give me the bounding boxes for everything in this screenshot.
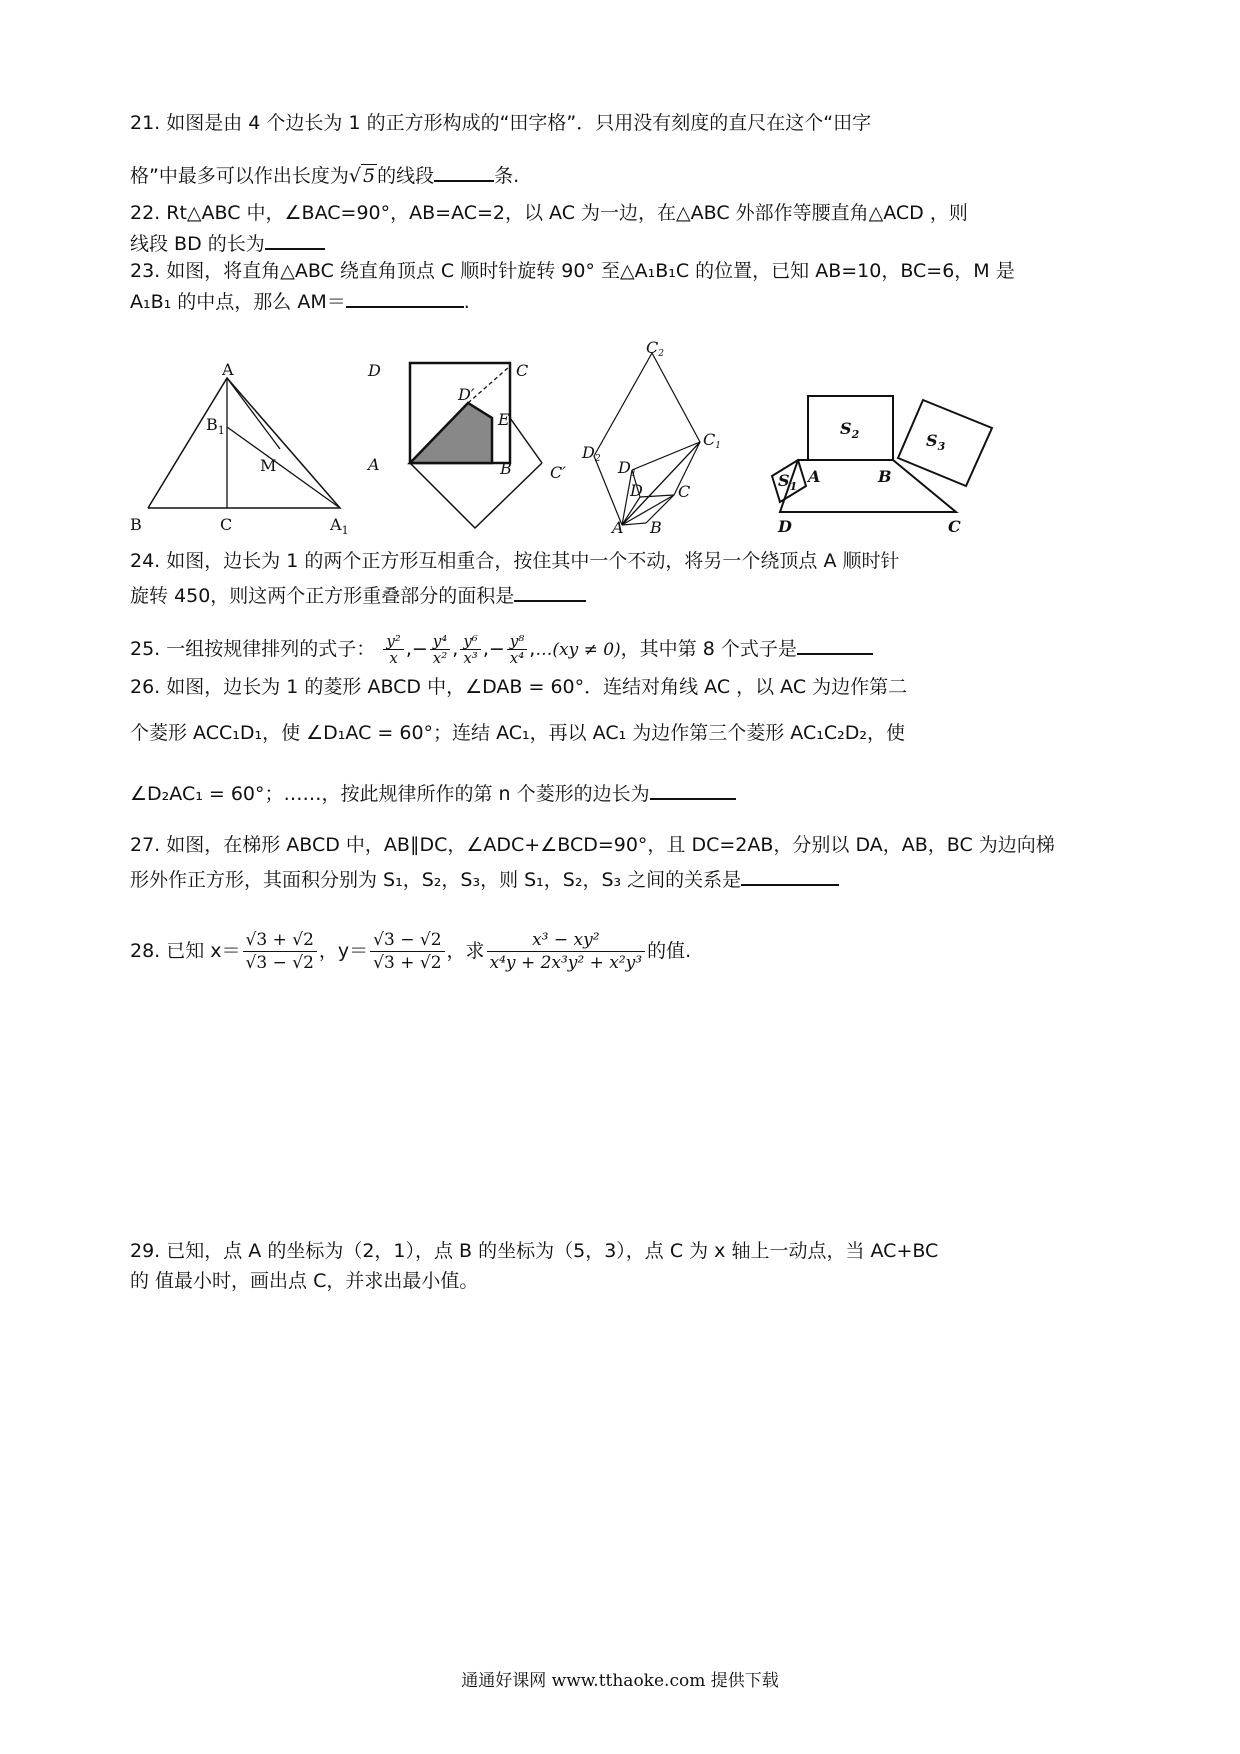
label-A: A	[808, 467, 821, 486]
question-21-line-1: 21. 如图是由 4 个边长为 1 的正方形构成的“田字格”．只用没有刻度的直尺在这个“田字	[130, 112, 872, 134]
series-term-denominator: x⁴	[509, 649, 525, 667]
label-C1: C1	[703, 430, 721, 451]
label-C2: C2	[646, 338, 664, 359]
series-separator: ,	[529, 638, 536, 660]
label-D-prime: D′	[458, 385, 475, 404]
q25-text-pre: 25. 一组按规律排列的式子：	[130, 638, 376, 660]
series-term-numerator: y⁴	[430, 633, 451, 650]
series-term-denominator: x³	[463, 649, 478, 667]
answer-blank-26[interactable]	[650, 776, 736, 800]
label-D: D	[630, 481, 643, 500]
answer-blank-22[interactable]	[265, 226, 325, 250]
question-29-line-2: 的 值最小时，画出点 C，并求出最小值。	[130, 1270, 479, 1292]
q23-text-end: .	[463, 291, 470, 313]
series-separator: ,	[405, 638, 412, 660]
label-B: B	[878, 467, 892, 486]
label-C: C	[678, 482, 691, 501]
series-term-numerator: y²	[383, 633, 404, 650]
label-S1: $S_1$	[778, 471, 798, 493]
q21-text-end: 条.	[494, 165, 520, 187]
label-B: B	[500, 459, 512, 478]
label-A: A	[222, 360, 234, 379]
fraction-x-denominator: √3 − √2	[245, 953, 314, 973]
sqrt-radicand: 5	[362, 165, 376, 187]
q25-series-tail: …(xy ≠ 0)	[535, 640, 621, 660]
question-23-line-2	[130, 284, 1010, 319]
question-27-line-2	[130, 862, 1010, 897]
q21-text-pre: 格”中最多可以作出长度为	[130, 165, 349, 187]
label-S3: $S_3$	[926, 431, 946, 453]
q28-text-pre: 28. 已知 x＝	[130, 940, 241, 962]
sqrt-five: √ 5	[348, 165, 376, 187]
question-27-line-1: 27. 如图，在梯形 ABCD 中，AB∥DC，∠ADC+∠BCD=90°，且 DC=2AB，分别以 DA，AB，BC 为边向梯	[130, 834, 1055, 856]
label-E: E	[498, 410, 510, 429]
q28-text-mid: ，y＝	[318, 940, 369, 962]
label-B: B	[650, 518, 662, 537]
label-S2: $S_2$	[840, 419, 860, 441]
fraction-expression-denominator: x⁴y + 2x³y² + x²y³	[489, 953, 643, 973]
label-B: B	[130, 515, 142, 534]
q23-text: A₁B₁ 的中点，那么 AM＝	[130, 291, 346, 313]
question-25	[130, 624, 1010, 674]
q28-text-post: 的值.	[647, 940, 692, 962]
q22-text: 线段 BD 的长为	[130, 233, 265, 255]
series-term-sign: −	[411, 638, 428, 660]
fraction-expression-numerator: x³ − xy²	[487, 929, 646, 952]
q21-text-post: 的线段	[377, 165, 435, 187]
label-C-prime: C′	[550, 463, 566, 482]
answer-blank-23[interactable]	[346, 284, 464, 308]
figure-rotated-squares	[370, 358, 580, 530]
question-23-line-1: 23. 如图，将直角△ABC 绕直角顶点 C 顺时针旋转 90° 至△A₁B₁C 的位置，已知 AB=10，BC=6，M 是	[130, 260, 1015, 282]
question-26-line-1: 26. 如图，边长为 1 的菱形 ABCD 中，∠DAB = 60°．连结对角线 AC ，以 AC 为边作第二	[130, 676, 908, 698]
question-29-line-1: 29. 已知，点 A 的坐标为（2，1），点 B 的坐标为（5，3），点 C 为 x 轴上一动点，当 AC+BC	[130, 1240, 939, 1262]
answer-blank-27[interactable]	[741, 862, 839, 886]
footer-source-credit: 通通好课网 www.tthaoke.com 提供下载	[461, 1671, 779, 1691]
answer-blank-25[interactable]	[797, 631, 873, 655]
q25-text-post: ，其中第 8 个式子是	[620, 638, 797, 660]
label-B1: $B_1$	[206, 415, 225, 437]
question-28	[130, 916, 1010, 986]
series-term-fraction	[430, 633, 451, 666]
label-A1: $A_1$	[330, 515, 349, 537]
series-term-numerator: y⁸	[507, 633, 528, 650]
question-24-line-2	[130, 578, 1010, 613]
series-term-fraction	[460, 633, 481, 666]
label-C: C	[516, 361, 529, 380]
question-21-line-2	[130, 158, 1010, 193]
series-term-denominator: x²	[432, 649, 448, 667]
answer-blank-24[interactable]	[514, 578, 586, 602]
series-separator: ,	[452, 638, 459, 660]
q28-text-ask: ，求	[446, 940, 485, 962]
series-separator: ,	[482, 638, 489, 660]
q25-series-terms	[381, 632, 536, 667]
q24-text: 旋转 450，则这两个正方形重叠部分的面积是	[130, 585, 515, 607]
fraction-x-numerator: √3 + √2	[243, 929, 317, 952]
label-D: D	[368, 361, 381, 380]
series-term-numerator: y⁶	[460, 633, 481, 650]
label-D1: D1	[618, 458, 637, 479]
series-term-sign: −	[488, 638, 505, 660]
label-C: C	[220, 515, 233, 534]
answer-blank-21[interactable]	[434, 158, 494, 182]
fraction-expression	[487, 929, 646, 974]
question-24-line-1: 24. 如图，边长为 1 的两个正方形互相重合，按住其中一个不动，将另一个绕顶点 A 顺时针	[130, 550, 900, 572]
q26-text: ∠D₂AC₁ = 60°；……，按此规律所作的第 n 个菱形的边长为	[130, 783, 650, 805]
label-M: M	[260, 456, 277, 475]
series-term-denominator: x	[389, 649, 398, 667]
series-term-fraction	[383, 633, 404, 666]
question-26-line-2: 个菱形 ACC₁D₁，使 ∠D₁AC = 60°；连结 AC₁，再以 AC₁ 为边作第三个菱形 AC₁C₂D₂，使	[130, 722, 905, 744]
label-C: C	[948, 517, 961, 536]
q27-text: 形外作正方形，其面积分别为 S₁，S₂，S₃，则 S₁，S₂，S₃ 之间的关系是	[130, 869, 742, 891]
figure-rhombus-sequence	[582, 338, 732, 537]
fraction-y-numerator: √3 − √2	[370, 929, 444, 952]
label-A: A	[612, 518, 624, 537]
figure-triangle-rotation	[130, 360, 360, 540]
label-D: D	[778, 517, 792, 536]
overlap-shaded-region	[410, 403, 492, 463]
series-term-fraction	[507, 633, 528, 666]
label-A: A	[368, 455, 380, 474]
question-22-line-1: 22. Rt△ABC 中，∠BAC=90°，AB=AC=2，以 AC 为一边，在△ABC 外部作等腰直角△ACD ，则	[130, 202, 968, 224]
fraction-y-denominator: √3 + √2	[373, 953, 442, 973]
label-D2: D2	[582, 443, 601, 464]
fraction-y	[370, 929, 444, 974]
question-26-line-3	[130, 776, 1010, 811]
fraction-x	[243, 929, 317, 974]
figure-trapezoid-squares	[768, 392, 1000, 540]
